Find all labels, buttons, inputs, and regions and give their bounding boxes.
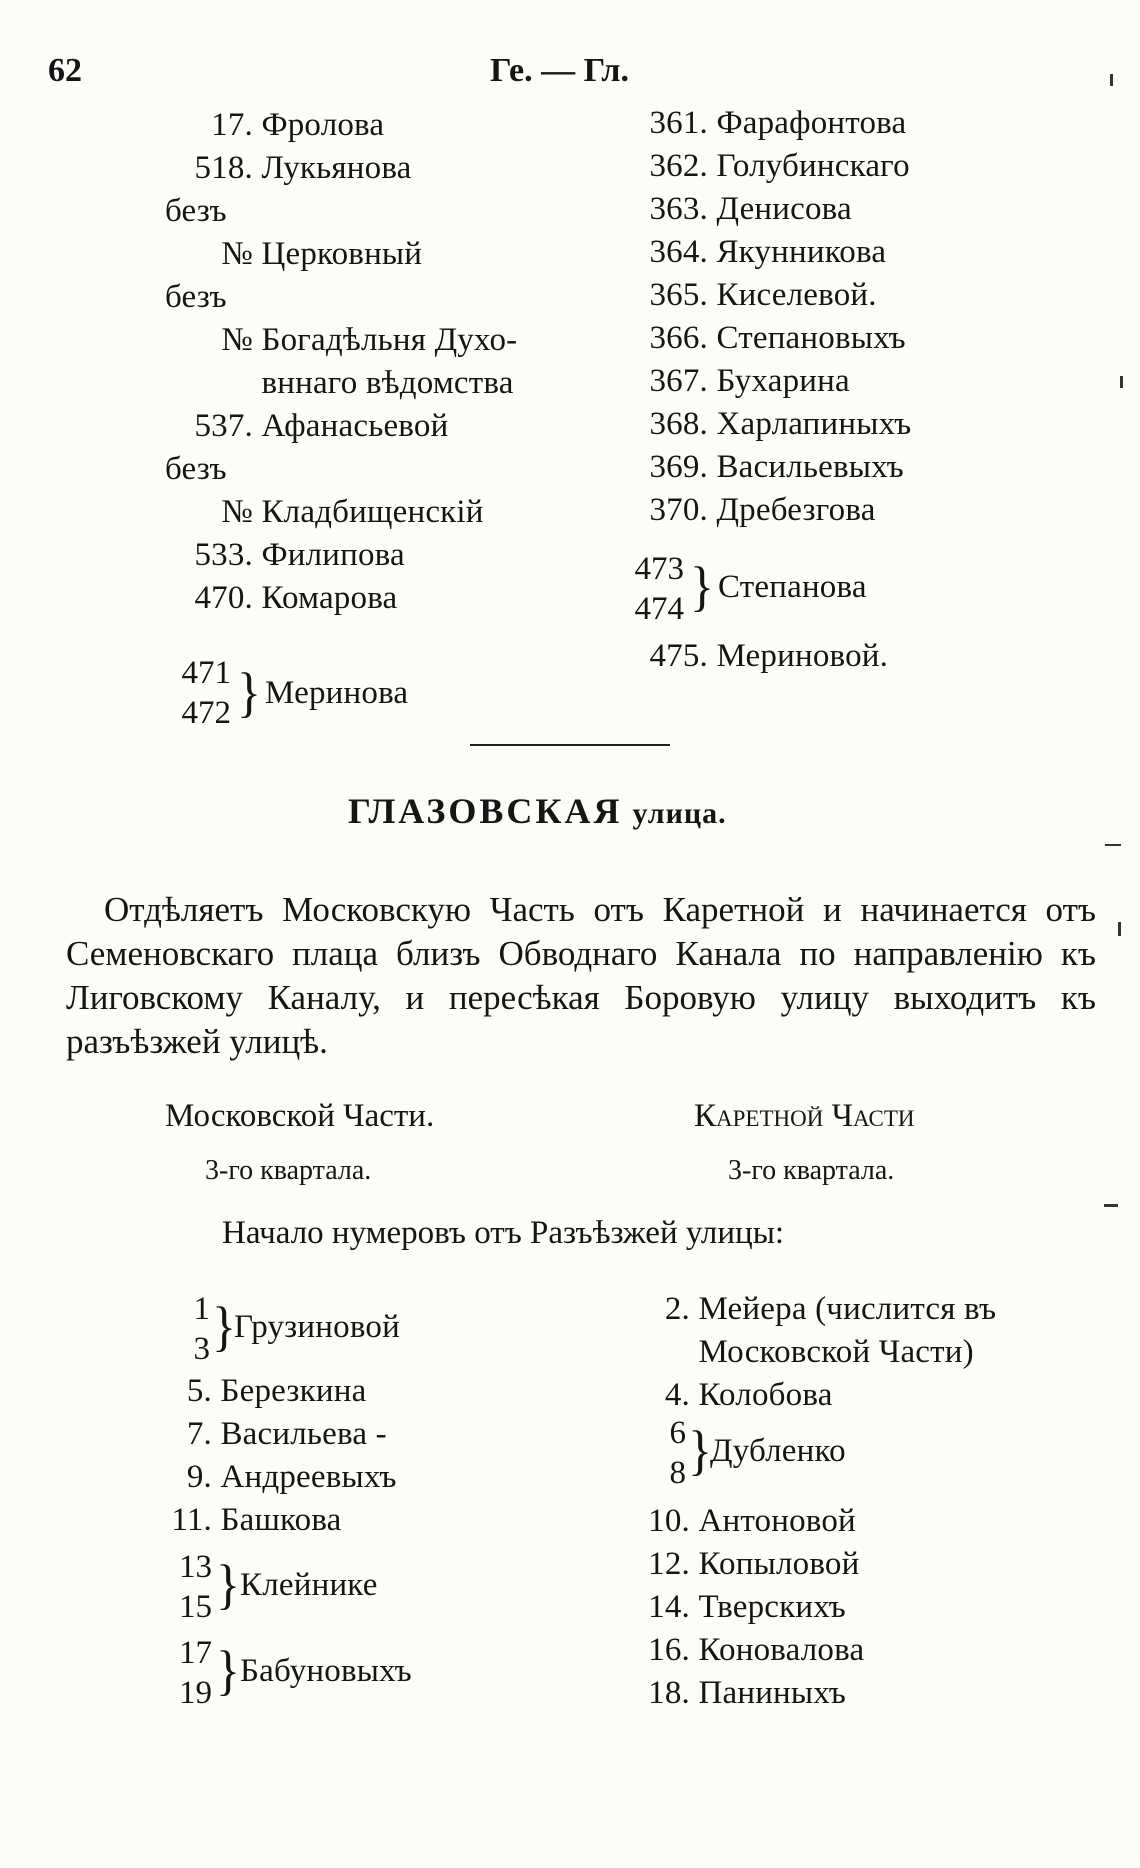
entry-owner-continued: вннаго вѣдомства	[261, 365, 514, 401]
bottom-left-list	[160, 1370, 397, 1542]
entry-number: 533.	[194, 537, 253, 573]
entry-owner: Васильевыхъ	[716, 449, 904, 485]
entry-number: 369.	[649, 449, 708, 485]
entry-owner: Андреевыхъ	[220, 1459, 397, 1495]
entry-number: 5.	[186, 1373, 212, 1409]
scan-speck	[1105, 844, 1121, 846]
entry-number: 475.	[649, 638, 708, 674]
entry-owner: Афанасьевой	[261, 408, 449, 444]
brace-icon: }	[237, 661, 261, 723]
brace-icon: }	[690, 555, 714, 617]
list-item	[165, 534, 517, 577]
entry-number: 370.	[649, 492, 708, 528]
scan-speck	[1110, 74, 1113, 86]
street-title	[348, 790, 727, 832]
entry-number: 18.	[648, 1675, 690, 1711]
list-item	[638, 1331, 996, 1374]
entry-owner: Якунникова	[716, 234, 887, 270]
entry-owner: Кладбищенскій	[261, 494, 484, 530]
street-word: улица.	[632, 797, 727, 830]
entry-owner: Копыловой	[698, 1546, 860, 1582]
list-item	[618, 1500, 864, 1543]
bottom-right-list	[638, 1288, 996, 1417]
left-part-title: Московской Части.	[165, 1098, 435, 1134]
list-item	[165, 362, 517, 405]
group-number: 15	[179, 1589, 212, 1625]
entry-number: 12.	[648, 1546, 690, 1582]
entry-owner: Лукьянова	[261, 150, 412, 186]
entry-number: 365.	[649, 277, 708, 313]
entry-owner: Богадѣльня Духо-	[261, 322, 518, 358]
list-item	[165, 448, 517, 491]
list-item	[165, 190, 517, 233]
page-number: 62	[48, 52, 82, 89]
entry-owner: Филипова	[261, 537, 405, 573]
entry-owner: Бухарина	[716, 363, 850, 399]
entry-owner-continued: Московской Части)	[698, 1334, 974, 1370]
entry-owner: Башкова	[220, 1502, 342, 1538]
entry-owner: Паниныхъ	[698, 1675, 846, 1711]
list-item	[620, 188, 911, 231]
group-number: 3	[193, 1331, 210, 1367]
entry-owner: Мейера (числится въ	[698, 1291, 997, 1327]
entry-number: 368.	[649, 406, 708, 442]
group-number: 472	[181, 695, 231, 731]
entry-number: 7.	[186, 1416, 212, 1452]
entry-number: 11.	[171, 1502, 212, 1538]
list-item	[160, 1370, 397, 1413]
group-number: 471	[181, 655, 231, 691]
entry-owner: Фролова	[261, 107, 385, 143]
list-item	[620, 446, 911, 489]
brace-icon: }	[212, 1295, 236, 1357]
list-item	[165, 319, 517, 362]
entry-number: 16.	[648, 1632, 690, 1668]
list-item	[620, 317, 911, 360]
entry-owner: Степановыхъ	[716, 320, 906, 356]
entry-owner: Киселевой.	[716, 277, 877, 313]
list-item	[165, 405, 517, 448]
entry-number: 537.	[194, 408, 253, 444]
entry-note: безъ	[165, 193, 227, 229]
right-part-title: Каретной Части	[694, 1098, 915, 1134]
group-owner: Степанова	[718, 569, 867, 605]
entry-number: 17.	[211, 107, 253, 143]
list-item	[618, 1672, 864, 1715]
street-description: Отдѣляетъ Московскую Часть отъ Каретной и начинается отъ Семеновскаго плаца близъ Обводнаго Канала по направленію къ Лиговскому Каналу, и пересѣкая Боровую улицу выходитъ къ разъѣзжей улицѣ.	[66, 890, 1096, 1061]
top-left-column	[165, 104, 517, 620]
group-number: 473	[634, 551, 684, 587]
entry-owner: Денисова	[716, 191, 852, 227]
entry-number: 518.	[194, 150, 253, 186]
list-item	[165, 104, 517, 147]
street-name: ГЛАЗОВСКАЯ	[348, 791, 623, 831]
brace-icon: }	[216, 1553, 240, 1615]
group-owner: Дубленко	[710, 1433, 846, 1469]
entry-number: 10.	[648, 1503, 690, 1539]
list-item	[165, 233, 517, 276]
entry-owner: Коновалова	[698, 1632, 865, 1668]
group-number: 6	[669, 1415, 686, 1451]
list-item	[160, 1499, 397, 1542]
brace-icon: }	[216, 1639, 240, 1701]
list-item	[160, 1456, 397, 1499]
entry-note: безъ	[165, 279, 227, 315]
entry-note: безъ	[165, 451, 227, 487]
scan-speck	[1104, 1204, 1118, 1207]
scan-speck	[1118, 922, 1121, 936]
list-item	[165, 577, 517, 620]
entry-owner: Дребезгова	[716, 492, 876, 528]
entry-owner: Церковный	[261, 236, 423, 272]
numbering-start: Начало нумеровъ отъ Разъѣзжей улицы:	[222, 1215, 785, 1251]
entry-owner: Березкина	[220, 1373, 367, 1409]
entry-owner: Колобова	[698, 1377, 833, 1413]
entry-number: 362.	[649, 148, 708, 184]
section-divider	[470, 744, 670, 746]
group-number: 474	[634, 591, 684, 627]
entry-owner: Харлапиныхъ	[716, 406, 912, 442]
entry-owner: Васильева -	[220, 1416, 387, 1452]
entry-owner: Комарова	[261, 580, 398, 616]
list-item	[165, 276, 517, 319]
group-owner: Грузиновой	[234, 1309, 400, 1345]
entry-number: 367.	[649, 363, 708, 399]
group-number: 8	[669, 1455, 686, 1491]
bottom-right-list-continued	[618, 1500, 864, 1715]
list-item	[620, 145, 911, 188]
entry-number: 364.	[649, 234, 708, 270]
list-item	[620, 102, 911, 145]
running-title: Ге. — Гл.	[490, 52, 630, 89]
list-item	[620, 635, 888, 678]
entry-number: №	[221, 494, 253, 530]
group-number: 13	[179, 1549, 212, 1585]
entry-number: 14.	[648, 1589, 690, 1625]
entry-owner: Мериновой.	[716, 638, 889, 674]
group-owner: Клейнике	[240, 1567, 378, 1603]
list-item	[620, 274, 911, 317]
group-number: 19	[179, 1675, 212, 1711]
list-item	[618, 1543, 864, 1586]
list-item	[620, 489, 911, 532]
entry-owner: Фарафонтова	[716, 105, 907, 141]
group-number: 17	[179, 1635, 212, 1671]
list-item	[620, 231, 911, 274]
entry-number: 361.	[649, 105, 708, 141]
entry-owner: Тверскихъ	[698, 1589, 846, 1625]
entry-owner: Антоновой	[698, 1503, 856, 1539]
entry-number: №	[221, 236, 253, 272]
top-right-column	[620, 102, 911, 532]
group-number: 1	[193, 1291, 210, 1327]
list-item	[620, 360, 911, 403]
entry-number: 9.	[186, 1459, 212, 1495]
list-item	[165, 491, 517, 534]
group-owner: Бабуновыхъ	[240, 1653, 412, 1689]
entry-number: 2.	[664, 1291, 690, 1327]
list-item	[618, 1586, 864, 1629]
entry-number: 4.	[664, 1377, 690, 1413]
entry-number: 363.	[649, 191, 708, 227]
left-part-subtitle: 3-го квартала.	[205, 1155, 372, 1186]
right-part-subtitle: 3-го квартала.	[728, 1155, 895, 1186]
entry-number: №	[221, 322, 253, 358]
scan-speck	[1120, 376, 1123, 388]
entry-owner: Голубинскаго	[716, 148, 910, 184]
brace-icon: }	[688, 1419, 712, 1481]
list-item	[165, 147, 517, 190]
list-item	[160, 1413, 397, 1456]
group-owner: Меринова	[265, 675, 409, 711]
list-item	[618, 1629, 864, 1672]
list-item	[638, 1288, 996, 1331]
entry-number: 366.	[649, 320, 708, 356]
entry-number: 470.	[194, 580, 253, 616]
list-item	[620, 403, 911, 446]
